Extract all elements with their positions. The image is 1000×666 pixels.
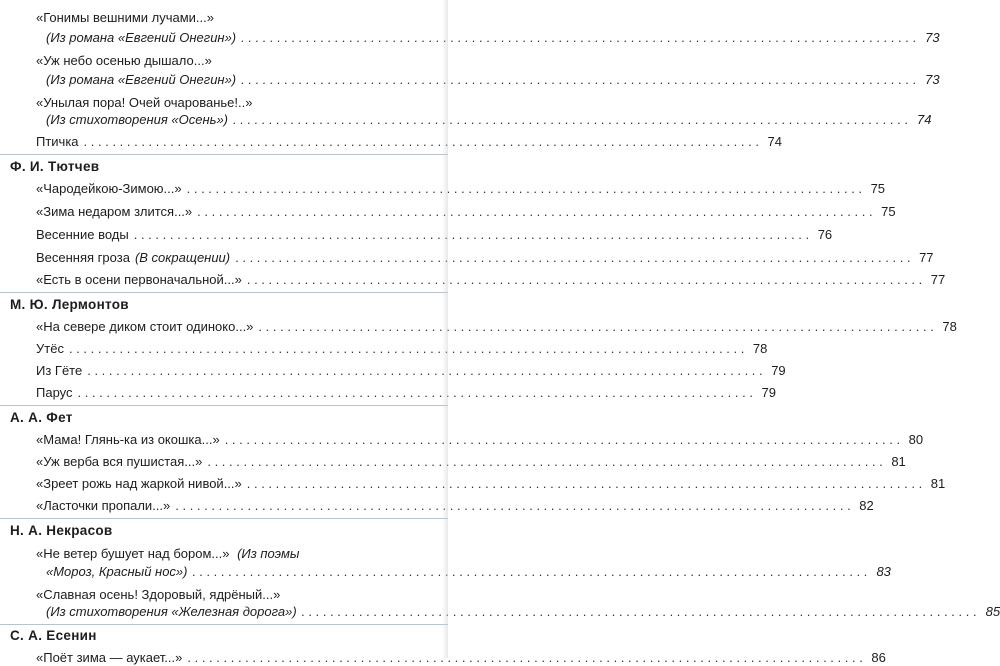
toc-entry[interactable] xyxy=(0,498,874,514)
entry-title: «Поёт зима — аукает...» xyxy=(36,650,183,665)
page-number: 74 xyxy=(916,112,932,127)
page-number: 78 xyxy=(752,341,768,356)
page-number: 82 xyxy=(859,498,874,513)
page-number: 83 xyxy=(876,564,891,579)
toc-entry[interactable] xyxy=(0,432,924,448)
toc-entry[interactable] xyxy=(0,134,782,150)
toc-entry[interactable] xyxy=(0,650,886,666)
toc-entry[interactable] xyxy=(0,250,934,266)
dot-leader xyxy=(69,341,744,357)
author-heading: Н. А. Некрасов xyxy=(10,523,113,538)
toc-entry[interactable] xyxy=(0,10,484,26)
dot-leader xyxy=(84,134,759,150)
toc-entry[interactable] xyxy=(0,272,946,288)
entry-title: «Не ветер бушует над бором...» xyxy=(36,546,230,561)
entry-title: Утёс xyxy=(36,341,64,356)
entry-subtitle: (Из романа «Евгений Онегин») xyxy=(46,72,237,87)
entry-note: (В сокращении) xyxy=(134,250,231,265)
dot-leader xyxy=(302,604,977,620)
section-divider xyxy=(0,154,448,155)
entry-title: Из Гёте xyxy=(36,363,83,378)
entry-title: «Зреет рожь над жаркой нивой...» xyxy=(36,476,242,491)
section-divider xyxy=(0,405,448,406)
entry-subtitle: (Из романа «Евгений Онегин») xyxy=(46,30,237,45)
page-number: 77 xyxy=(919,250,934,265)
entry-title: «Мама! Глянь-ка из окошка...» xyxy=(36,432,220,447)
page-edge-shadow xyxy=(442,0,448,658)
toc-entry[interactable] xyxy=(0,587,484,603)
entry-subtitle: (Из стихотворения «Железная дорога») xyxy=(46,604,297,619)
toc-entry-sub xyxy=(0,564,891,580)
toc-entry[interactable] xyxy=(0,476,946,492)
page-number: 76 xyxy=(817,227,833,242)
page-number: 79 xyxy=(761,385,776,400)
toc-entry[interactable] xyxy=(0,204,896,220)
dot-leader xyxy=(87,363,762,379)
toc-entry[interactable] xyxy=(0,385,776,401)
page-number: 85 xyxy=(985,604,1000,619)
dot-leader xyxy=(225,432,900,448)
page-number: 80 xyxy=(908,432,924,447)
toc-entry[interactable] xyxy=(0,546,484,562)
dot-leader xyxy=(175,498,850,514)
entry-title: «Есть в осени первоначальной...» xyxy=(36,272,242,287)
entry-title: «Уж небо осенью дышало...» xyxy=(36,53,212,68)
toc-entry[interactable] xyxy=(0,454,906,470)
entry-title: «Унылая пора! Очей очарованье!..» xyxy=(36,95,253,110)
page-number: 74 xyxy=(767,134,782,149)
toc-entry[interactable] xyxy=(0,181,886,197)
dot-leader xyxy=(235,250,910,266)
dot-leader xyxy=(241,30,916,46)
dot-leader xyxy=(187,181,862,197)
toc-entry[interactable] xyxy=(0,227,833,243)
section-divider xyxy=(0,518,448,519)
entry-title: «Зима недаром злится...» xyxy=(36,204,193,219)
author-heading: С. А. Есенин xyxy=(10,628,97,643)
page-number: 73 xyxy=(925,30,940,45)
entry-subtitle: (Из стихотворения «Осень») xyxy=(46,112,229,127)
page-number: 77 xyxy=(930,272,946,287)
entry-title: Весенние воды xyxy=(36,227,129,242)
dot-leader xyxy=(193,564,868,580)
dot-leader xyxy=(247,476,922,492)
toc-entry[interactable] xyxy=(0,319,957,335)
entry-title: «Чародейкою-Зимою...» xyxy=(36,181,182,196)
page-number: 79 xyxy=(771,363,786,378)
toc-entry-sub xyxy=(0,72,940,88)
entry-title: «Уж верба вся пушистая...» xyxy=(36,454,203,469)
page-number: 81 xyxy=(891,454,906,469)
entry-title: Весенняя гроза xyxy=(36,250,130,265)
toc-entry[interactable] xyxy=(0,53,484,69)
dot-leader xyxy=(233,112,908,128)
toc-entry[interactable] xyxy=(0,95,484,111)
page-number: 78 xyxy=(942,319,957,334)
section-divider xyxy=(0,624,448,625)
author-heading: М. Ю. Лермонтов xyxy=(10,297,129,312)
page-number: 75 xyxy=(870,181,886,196)
dot-leader xyxy=(78,385,753,401)
author-heading: Ф. И. Тютчев xyxy=(10,159,100,174)
dot-leader xyxy=(247,272,922,288)
dot-leader xyxy=(134,227,809,243)
dot-leader xyxy=(258,319,933,335)
page-number: 81 xyxy=(930,476,946,491)
entry-title: «На севере диком стоит одиноко...» xyxy=(36,319,254,334)
toc-entry-sub xyxy=(0,112,932,128)
page-number: 75 xyxy=(881,204,896,219)
author-heading: А. А. Фет xyxy=(10,410,73,425)
page-number: 73 xyxy=(925,72,940,87)
toc-entry-sub xyxy=(0,30,940,46)
entry-note: (Из поэмы xyxy=(237,546,300,561)
entry-title: Птичка xyxy=(36,134,79,149)
toc-entry[interactable] xyxy=(0,363,786,379)
dot-leader xyxy=(207,454,882,470)
dot-leader xyxy=(241,72,916,88)
entry-title: «Ласточки пропали...» xyxy=(36,498,171,513)
page-number: 86 xyxy=(871,650,886,665)
section-divider xyxy=(0,292,448,293)
toc-entry[interactable] xyxy=(0,341,768,357)
entry-subtitle: «Мороз, Красный нос») xyxy=(46,564,188,579)
dot-leader xyxy=(197,204,872,220)
entry-title: Парус xyxy=(36,385,73,400)
entry-title: «Гонимы вешними лучами...» xyxy=(36,10,214,25)
toc-entry-sub xyxy=(0,604,1000,620)
entry-title: «Славная осень! Здоровый, ядрёный...» xyxy=(36,587,281,602)
dot-leader xyxy=(187,650,862,666)
